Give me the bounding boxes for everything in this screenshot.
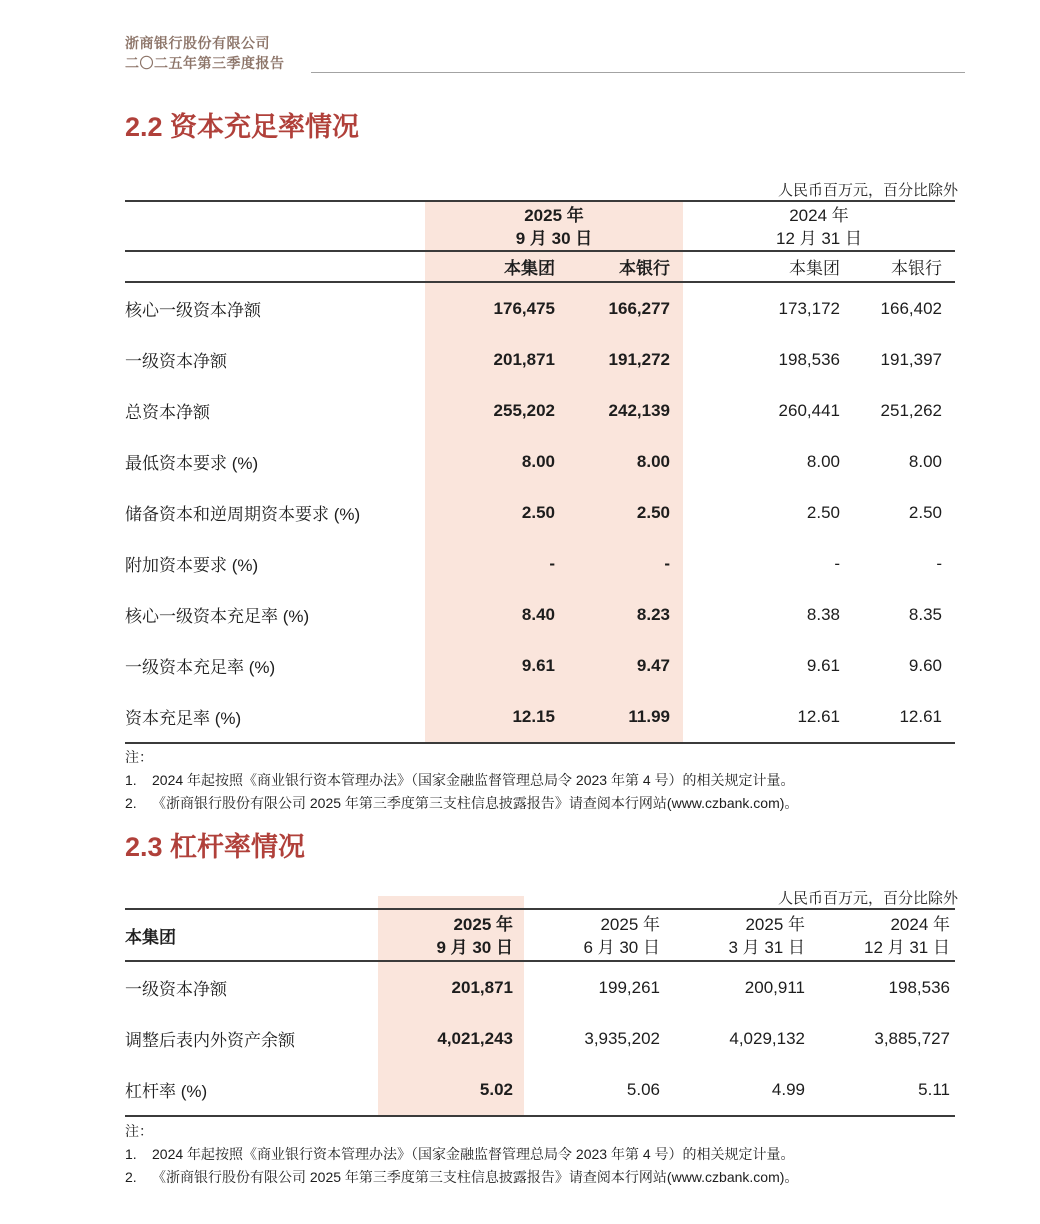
doc-header bbox=[125, 33, 285, 73]
row-label: 杠杆率 (%) bbox=[125, 1082, 208, 1101]
period-header-current bbox=[378, 910, 524, 960]
period-header-prior bbox=[683, 202, 955, 250]
note-item bbox=[125, 769, 957, 792]
cell-value: 12.61 bbox=[899, 706, 942, 726]
cell-value: 12.61 bbox=[797, 706, 840, 726]
period-header bbox=[524, 910, 665, 960]
table-rule-mid bbox=[125, 960, 955, 962]
table-row bbox=[125, 538, 955, 589]
header-divider bbox=[311, 72, 965, 73]
cell-value: 242,139 bbox=[608, 400, 670, 420]
row-label: 一级资本充足率 (%) bbox=[125, 658, 276, 677]
cell-value: - bbox=[834, 553, 840, 573]
table-rule-bottom bbox=[125, 1115, 955, 1117]
subheader-bank-current: 本银行 bbox=[619, 259, 670, 278]
period-year: 2024 年 bbox=[789, 206, 849, 225]
note-item bbox=[125, 792, 957, 815]
cell-value: 201,871 bbox=[451, 977, 513, 997]
period-date: 9 月 30 日 bbox=[436, 938, 513, 957]
row-label: 储备资本和逆周期资本要求 (%) bbox=[125, 505, 361, 524]
cell-value: 8.23 bbox=[636, 604, 670, 624]
period-header-row bbox=[125, 202, 955, 250]
cell-value: - bbox=[664, 553, 670, 573]
cell-value: 9.47 bbox=[636, 655, 670, 675]
table-row bbox=[125, 283, 955, 334]
cell-value: 5.11 bbox=[918, 1079, 950, 1099]
table-row bbox=[125, 589, 955, 640]
row-label: 一级资本净额 bbox=[125, 980, 227, 999]
cell-value: 9.61 bbox=[521, 655, 555, 675]
cell-value: 3,885,727 bbox=[874, 1028, 950, 1048]
cell-value: 200,911 bbox=[744, 977, 805, 997]
cell-value: 8.00 bbox=[636, 451, 670, 471]
table-row bbox=[125, 334, 955, 385]
table-row bbox=[125, 487, 955, 538]
row-label: 核心一级资本净额 bbox=[125, 301, 261, 320]
row-label: 调整后表内外资产余额 bbox=[125, 1031, 295, 1050]
cell-value: 8.35 bbox=[908, 604, 942, 624]
note-number: 2. bbox=[125, 1169, 137, 1185]
cell-value: 166,277 bbox=[608, 298, 670, 318]
cell-value: 176,475 bbox=[493, 298, 555, 318]
period-year: 2025 年 bbox=[524, 206, 584, 225]
cell-value: 198,536 bbox=[778, 349, 840, 369]
subheader-group-current: 本集团 bbox=[504, 259, 555, 278]
table-rule-subheader bbox=[125, 281, 955, 283]
table-row bbox=[125, 691, 955, 742]
empty-cell bbox=[125, 202, 425, 250]
table-row bbox=[125, 436, 955, 487]
cell-value: 8.00 bbox=[908, 451, 942, 471]
cell-value: - bbox=[549, 553, 555, 573]
notes-label: 注： bbox=[125, 1123, 153, 1139]
cell-value: 9.60 bbox=[908, 655, 942, 675]
cell-value: 173,172 bbox=[778, 298, 840, 318]
period-year: 2025 年 bbox=[745, 915, 805, 934]
table-row bbox=[125, 640, 955, 691]
cell-value: 191,397 bbox=[880, 349, 942, 369]
note-item bbox=[125, 1166, 957, 1189]
cell-value: 198,536 bbox=[888, 977, 950, 997]
note-number: 2. bbox=[125, 795, 137, 811]
row-label: 最低资本要求 (%) bbox=[125, 454, 259, 473]
cell-value: 4,029,132 bbox=[729, 1028, 805, 1048]
period-year: 2025 年 bbox=[600, 915, 660, 934]
period-year: 2025 年 bbox=[453, 915, 513, 934]
period-header bbox=[810, 910, 955, 960]
row-label: 一级资本净额 bbox=[125, 352, 227, 371]
cell-value: 8.40 bbox=[521, 604, 555, 624]
period-header-current bbox=[425, 202, 683, 250]
section-title-capital-adequacy: 2.2 资本充足率情况 bbox=[125, 112, 360, 142]
cell-value: 2.50 bbox=[521, 502, 555, 522]
notes-leverage bbox=[125, 1120, 957, 1189]
cell-value: 4,021,243 bbox=[437, 1028, 513, 1048]
cell-value: 201,871 bbox=[493, 349, 555, 369]
period-header bbox=[665, 910, 810, 960]
company-name: 浙商银行股份有限公司 bbox=[125, 35, 270, 51]
notes-capital bbox=[125, 746, 957, 815]
subheader-bank-prior: 本银行 bbox=[891, 259, 942, 278]
cell-value: 2.50 bbox=[636, 502, 670, 522]
cell-value: 166,402 bbox=[880, 298, 942, 318]
cell-value: 255,202 bbox=[493, 400, 555, 420]
cell-value: 9.61 bbox=[806, 655, 840, 675]
notes-label: 注： bbox=[125, 749, 153, 765]
period-date: 12 月 31 日 bbox=[864, 938, 950, 957]
cell-value: 4.99 bbox=[771, 1079, 805, 1099]
table-rule-mid bbox=[125, 250, 955, 252]
cell-value: 2.50 bbox=[806, 502, 840, 522]
note-text: 《浙商银行股份有限公司 2025 年第三季度第三支柱信息披露报告》请查阅本行网站(www.czbank.com)。 bbox=[152, 1169, 799, 1185]
cell-value: 191,272 bbox=[608, 349, 670, 369]
cell-value: 2.50 bbox=[908, 502, 942, 522]
period-date: 9 月 30 日 bbox=[515, 229, 593, 248]
note-text: 2024 年起按照《商业银行资本管理办法》（国家金融监督管理总局令 2023 年第 4 号）的相关规定计量。 bbox=[152, 1146, 795, 1162]
note-number: 1. bbox=[125, 1146, 137, 1162]
cell-value: 260,441 bbox=[778, 400, 840, 420]
cell-value: 8.00 bbox=[521, 451, 555, 471]
cell-value: 251,262 bbox=[880, 400, 942, 420]
section-title-leverage: 2.3 杠杆率情况 bbox=[125, 832, 306, 862]
cell-value: 8.38 bbox=[806, 604, 840, 624]
row-label: 总资本净额 bbox=[125, 403, 210, 422]
subheader-row bbox=[125, 252, 955, 281]
cell-value: 199,261 bbox=[598, 977, 660, 997]
period-date: 6 月 30 日 bbox=[583, 938, 660, 957]
note-number: 1. bbox=[125, 772, 137, 788]
table-rule-bottom bbox=[125, 742, 955, 744]
cell-value: 12.15 bbox=[512, 706, 555, 726]
row-label: 附加资本要求 (%) bbox=[125, 556, 259, 575]
report-title: 二〇二五年第三季度报告 bbox=[125, 55, 285, 71]
table-row bbox=[125, 1013, 955, 1064]
note-text: 2024 年起按照《商业银行资本管理办法》（国家金融监督管理总局令 2023 年第 4 号）的相关规定计量。 bbox=[152, 772, 795, 788]
row-label: 核心一级资本充足率 (%) bbox=[125, 607, 310, 626]
period-date: 3 月 31 日 bbox=[728, 938, 805, 957]
period-header-row bbox=[125, 910, 955, 960]
table-row bbox=[125, 1064, 955, 1115]
subheader-group-prior: 本集团 bbox=[789, 259, 840, 278]
period-date: 12 月 31 日 bbox=[776, 229, 862, 248]
cell-value: 11.99 bbox=[628, 706, 670, 726]
cell-value: - bbox=[936, 553, 942, 573]
unit-note-capital: 人民币百万元，百分比除外 bbox=[777, 182, 958, 199]
cell-value: 5.02 bbox=[479, 1079, 513, 1099]
capital-adequacy-table bbox=[125, 200, 955, 744]
cell-value: 8.00 bbox=[806, 451, 840, 471]
table-row bbox=[125, 385, 955, 436]
note-item bbox=[125, 1143, 957, 1166]
row-label: 资本充足率 (%) bbox=[125, 709, 242, 728]
row-header-label: 本集团 bbox=[125, 927, 176, 947]
table-rule-top bbox=[125, 908, 955, 910]
cell-value: 5.06 bbox=[626, 1079, 660, 1099]
leverage-table bbox=[125, 908, 955, 1117]
period-year: 2024 年 bbox=[890, 915, 950, 934]
table-row bbox=[125, 962, 955, 1013]
cell-value: 3,935,202 bbox=[584, 1028, 660, 1048]
unit-note-leverage: 人民币百万元，百分比除外 bbox=[777, 890, 958, 907]
table-rule-top bbox=[125, 200, 955, 202]
note-text: 《浙商银行股份有限公司 2025 年第三季度第三支柱信息披露报告》请查阅本行网站(www.czbank.com)。 bbox=[152, 795, 799, 811]
